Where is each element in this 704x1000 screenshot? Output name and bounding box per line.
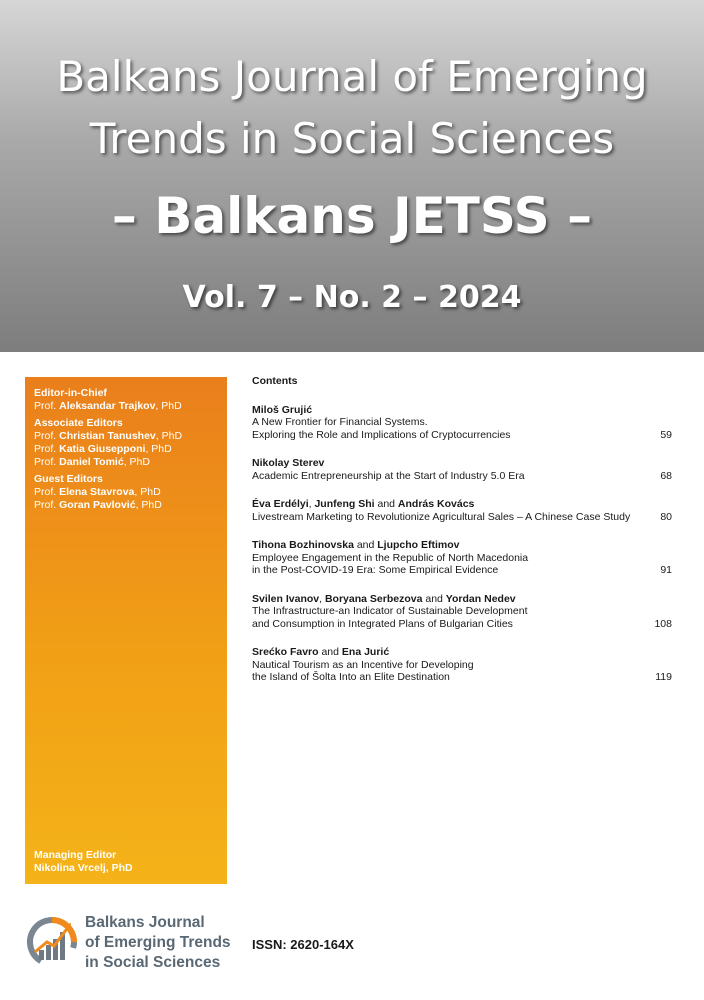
- journal-logo: [25, 912, 235, 976]
- journal-short-title: – Balkans JETSS –: [111, 187, 593, 245]
- editor-in-chief-block: [34, 387, 218, 413]
- contents-heading: Contents: [252, 375, 298, 387]
- editor-in-chief: Prof. Aleksandar Trajkov, PhD: [34, 400, 182, 412]
- article-entry[interactable]: [252, 498, 672, 523]
- guest-editor: Prof. Goran Pavlović, PhD: [34, 499, 162, 511]
- article-title: A New Frontier for Financial Systems. Exploring the Role and Implications of Cryptocurrencies: [252, 416, 511, 441]
- article-page-number: 59: [660, 428, 672, 441]
- managing-editor-label: Managing Editor: [34, 849, 117, 861]
- managing-editor-block: [34, 849, 133, 875]
- article-authors: Nikolay Sterev: [252, 457, 325, 469]
- cover-header: [0, 0, 704, 352]
- article-title: Livestream Marketing to Revolutionize Agricultural Sales – A Chinese Case Study: [252, 510, 631, 523]
- editorial-board-panel: [25, 377, 227, 884]
- article-entry[interactable]: [252, 404, 672, 442]
- associate-editors-label: Associate Editors: [34, 417, 123, 429]
- article-title: Employee Engagement in the Republic of North Macedonia in the Post-COVID-19 Era: Some Empirical Evidence: [252, 551, 529, 576]
- associate-editors-block: [34, 417, 218, 469]
- logo-wordmark: Balkans Journal of Emerging Trends in Social Sciences: [85, 914, 231, 971]
- article-authors: Éva Erdélyi, Junfeng Shi and András Kovács: [252, 498, 475, 510]
- article-title: The Infrastructure-an Indicator of Sustainable Development and Consumption in Integrated Plans of Bulgarian Cities: [252, 605, 528, 630]
- journal-title-line-2: Trends in Social Sciences: [89, 114, 615, 163]
- article-authors: Svilen Ivanov, Boryana Serbezova and Yordan Nedev: [252, 592, 516, 605]
- associate-editor: Prof. Katia Giusepponi, PhD: [34, 443, 172, 455]
- volume-issue: Vol. 7 – No. 2 – 2024: [182, 280, 522, 315]
- article-entry[interactable]: [252, 539, 672, 577]
- article-title: Academic Entrepreneurship at the Start of Industry 5.0 Era: [252, 469, 525, 482]
- article-page-number: 108: [654, 617, 672, 630]
- article-entry[interactable]: [252, 593, 672, 631]
- article-page-number: 80: [660, 510, 672, 523]
- article-entry[interactable]: [252, 457, 672, 482]
- guest-editor: Prof. Elena Stavrova, PhD: [34, 486, 161, 498]
- guest-editors-label: Guest Editors: [34, 473, 103, 485]
- managing-editor: Nikolina Vrcelj, PhD: [34, 862, 133, 874]
- issn-label: ISSN:: [252, 937, 287, 952]
- article-entry[interactable]: [252, 646, 672, 684]
- article-page-number: 119: [655, 671, 672, 683]
- article-authors: Tihona Bozhinovska and Ljupcho Eftimov: [252, 539, 460, 551]
- associate-editor: Prof. Daniel Tomić, PhD: [34, 456, 150, 468]
- table-of-contents: [252, 375, 672, 700]
- guest-editors-block: [34, 473, 218, 512]
- article-title: Nautical Tourism as an Incentive for Developing the Island of Šolta Into an Elite Destination: [252, 658, 474, 683]
- associate-editor: Prof. Christian Tanushev, PhD: [34, 430, 183, 442]
- article-authors: Srećko Favro and Ena Jurić: [252, 646, 390, 658]
- article-page-number: 91: [660, 564, 672, 576]
- article-page-number: 68: [660, 469, 672, 482]
- journal-title-line-1: Balkans Journal of Emerging: [56, 52, 648, 101]
- editor-in-chief-label: Editor-in-Chief: [34, 387, 107, 399]
- article-authors: Miloš Grujić: [252, 403, 313, 416]
- bar-chart-logo-icon: [25, 912, 81, 970]
- journal-title: [0, 46, 704, 170]
- issn: [252, 937, 354, 952]
- issn-value: 2620-164X: [290, 937, 354, 952]
